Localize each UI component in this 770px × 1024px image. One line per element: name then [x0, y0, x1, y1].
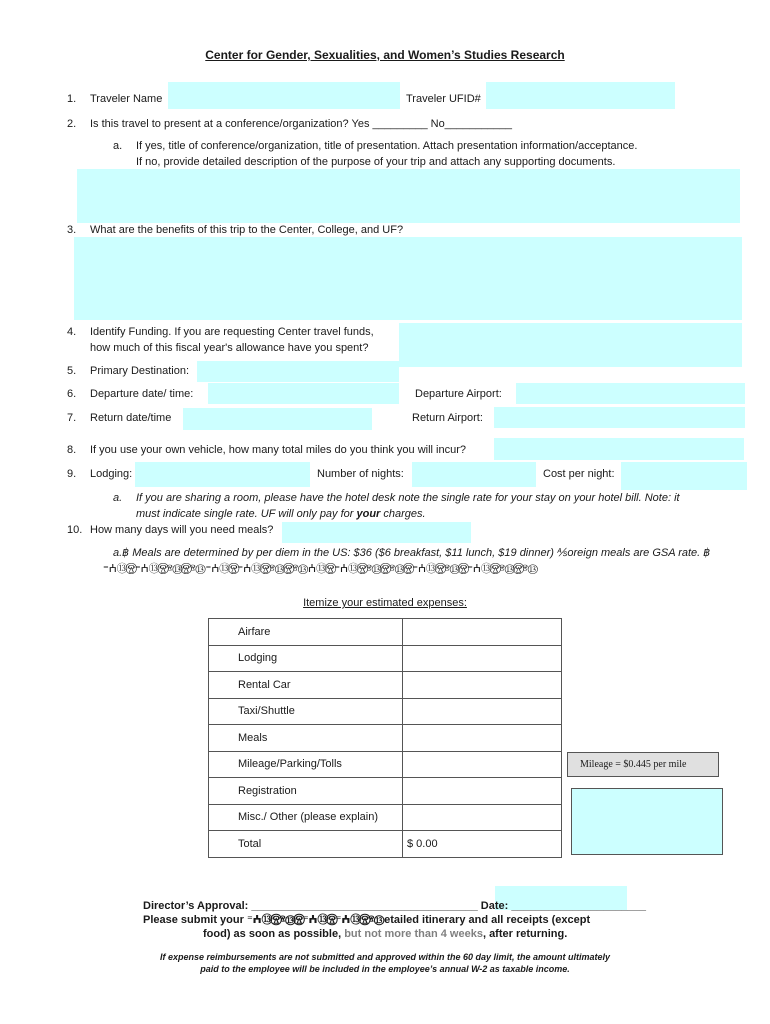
expense-value[interactable] — [403, 672, 562, 699]
funding-field[interactable] — [399, 323, 742, 367]
expense-label: Rental Car — [209, 672, 403, 699]
q8-number: 8. — [67, 444, 77, 456]
expense-label: Lodging — [209, 645, 403, 672]
expense-row — [209, 804, 562, 831]
expense-value[interactable] — [403, 804, 562, 831]
total-value: $ 0.00 — [403, 831, 562, 858]
director-approval-line: Director’s Approval: _____________________________________ Date: ______________________ — [143, 900, 646, 912]
expense-row — [209, 672, 562, 699]
funding-question-line1: Identify Funding. If you are requesting Center travel funds, — [90, 326, 374, 338]
q10-number: 10. — [67, 524, 83, 536]
itemize-title: Itemize your estimated expenses: — [303, 597, 467, 609]
meals-days-field[interactable] — [282, 522, 471, 543]
traveler-name-label: Traveler Name — [90, 93, 163, 105]
q9a-line2-text: must indicate single rate. UF will only pay for — [136, 508, 357, 520]
total-label: Total — [209, 831, 403, 858]
q9a-line1: If you are sharing a room, please have the hotel desk note the single rate for your stay on your hotel bill. Note: it — [136, 492, 680, 504]
benefits-field[interactable] — [74, 237, 742, 320]
q10a-line1: a.฿ Meals are determined by per diem in the US: $36 ($6 breakfast, $11 lunch, $19 dinner) ⅍oreign meals are GSA rate. ฿ — [113, 547, 711, 559]
departure-airport-field[interactable] — [516, 383, 745, 404]
q2a-line2: If no, provide detailed description of the purpose of your trip and attach any supporting documents. — [136, 156, 616, 168]
expense-row — [209, 778, 562, 805]
expense-row — [209, 645, 562, 672]
destination-field[interactable] — [197, 361, 399, 382]
departure-airport-label: Departure Airport: — [415, 388, 502, 400]
expense-value[interactable] — [403, 698, 562, 725]
benefits-question: What are the benefits of this trip to the Center, College, and UF? — [90, 224, 404, 236]
vehicle-miles-field[interactable] — [494, 438, 744, 460]
q9a-line2-emphasis: your — [356, 508, 381, 520]
expense-table — [208, 618, 562, 858]
nights-field[interactable] — [412, 462, 536, 487]
mileage-field[interactable] — [571, 788, 723, 855]
purpose-description-field[interactable] — [77, 169, 740, 223]
submit-garbled-text: ⁼ⵄ⑬Ⱄ⃝ⱄ⑬Ⱄ⃝⁼ⵄ⑬Ⱄ⃝⁼ⵄ⑬Ⱄ⃝ⱄ⑬ — [246, 914, 385, 926]
return-airport-field[interactable] — [494, 407, 745, 428]
submit-text-end: etailed itinerary and all receipts (except — [384, 914, 591, 926]
expense-value[interactable] — [403, 725, 562, 752]
q4-number: 4. — [67, 326, 77, 338]
submit-instructions-line1 — [143, 913, 590, 927]
q9a-line2-end: charges. — [380, 508, 426, 520]
traveler-ufid-field[interactable] — [486, 82, 675, 109]
expense-row — [209, 698, 562, 725]
funding-question-line2: how much of this fiscal year's allowance have you spent? — [90, 342, 369, 354]
return-date-field[interactable] — [183, 408, 372, 430]
expense-value[interactable] — [403, 645, 562, 672]
mileage-rate-note: Mileage = $0.445 per mile — [567, 752, 719, 777]
expense-label: Taxi/Shuttle — [209, 698, 403, 725]
departure-date-field[interactable] — [208, 383, 399, 404]
lodging-label: Lodging: — [90, 468, 133, 480]
q9a-number: a. — [113, 492, 123, 504]
cost-per-night-field[interactable] — [621, 462, 747, 490]
submit-line2-start: food) as soon as possible, — [203, 928, 345, 940]
q9-number: 9. — [67, 468, 77, 480]
cost-per-night-label: Cost per night: — [543, 468, 615, 480]
form-title: Center for Gender, Sexualities, and Women’s Studies Research — [205, 48, 565, 62]
expense-row — [209, 619, 562, 646]
return-date-label: Return date/time — [90, 412, 172, 424]
q7-number: 7. — [67, 412, 77, 424]
meals-days-question: How many days will you need meals? — [90, 524, 274, 536]
q2-number: 2. — [67, 118, 77, 130]
destination-label: Primary Destination: — [90, 365, 190, 377]
submit-line2-end: , after returning. — [482, 928, 568, 940]
submit-deadline: but not more than 4 weeks — [344, 928, 483, 940]
q6-number: 6. — [67, 388, 77, 400]
q2a-line1: If yes, title of conference/organization, title of presentation. Attach presentation information/acceptance. — [136, 140, 638, 152]
q2a-number: a. — [113, 140, 123, 152]
expense-label: Mileage/Parking/Tolls — [209, 751, 403, 778]
expense-row — [209, 751, 562, 778]
submit-text-start: Please submit your — [143, 914, 247, 926]
lodging-field[interactable] — [135, 462, 310, 487]
q9a-line2 — [136, 507, 426, 521]
return-airport-label: Return Airport: — [412, 412, 483, 424]
expense-total-row — [209, 831, 562, 858]
expense-value[interactable] — [403, 619, 562, 646]
expense-value[interactable] — [403, 751, 562, 778]
expense-value[interactable] — [403, 778, 562, 805]
q1-number: 1. — [67, 93, 77, 105]
departure-date-label: Departure date/ time: — [90, 388, 194, 400]
expense-label: Meals — [209, 725, 403, 752]
conference-question: Is this travel to present at a conference/organization? Yes _________ No___________ — [90, 118, 512, 130]
footer-line1: If expense reimbursements are not submitted and approved within the 60 day limit, the amount ultimately — [159, 952, 611, 962]
footer-line2: paid to the employee will be included in the employee’s annual W-2 as taxable income. — [200, 964, 570, 974]
expense-label: Misc./ Other (please explain) — [209, 804, 403, 831]
q3-number: 3. — [67, 224, 77, 236]
expense-row — [209, 725, 562, 752]
q5-number: 5. — [67, 365, 77, 377]
q10a-line2-garbled: ⁼ⵄ⑬Ⱄ⃝⁼ⵄ⑬Ⱄ⃝ⱄ⑬Ⱄ⃝ⱄ⑬⁼ⵄ⑬Ⱄ⃝⁼ⵄ⑬Ⱄ⃝ⱄ⑬Ⱄ⃝ⱄ⑬ⵄ⑬Ⱄ⃝⁼ⵄ⑬Ⱄ⃝ⱄ⑬Ⱄ⃝ⱄ⑬Ⱄ⃝⁼ⵄ⑬Ⱄ⃝ⱄ⑬Ⱄ⃝⁼ⵄ⑬Ⱄ⃝ⱄ⑬Ⱄ⃝ⱄ⑬ — [103, 563, 538, 575]
vehicle-miles-question: If you use your own vehicle, how many total miles do you think you will incur? — [90, 444, 467, 456]
traveler-ufid-label: Traveler UFID# — [406, 93, 481, 105]
submit-instructions-line2 — [203, 927, 567, 941]
traveler-name-field[interactable] — [168, 82, 400, 109]
expense-label: Airfare — [209, 619, 403, 646]
nights-label: Number of nights: — [317, 468, 404, 480]
expense-label: Registration — [209, 778, 403, 805]
